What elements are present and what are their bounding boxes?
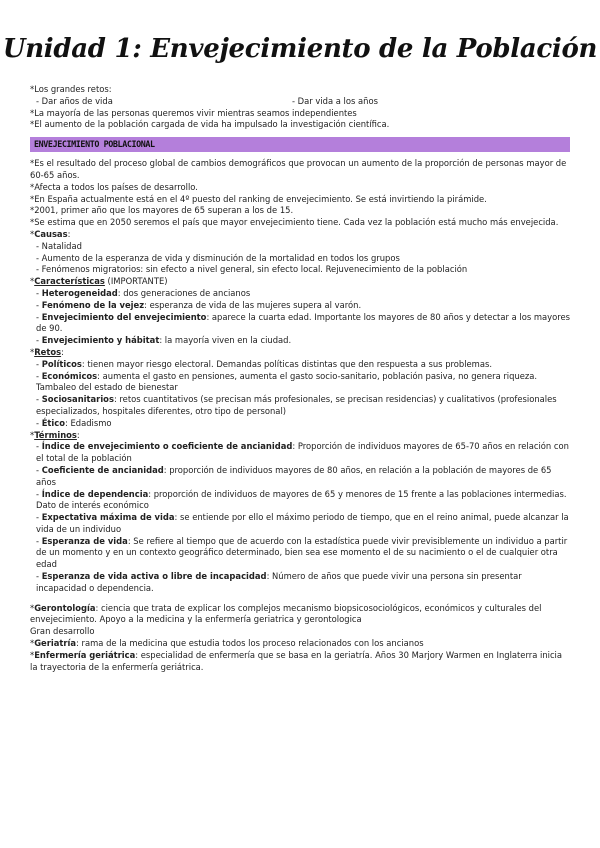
- term: Esperanza de vida activa o libre de incapacidad: [41, 571, 267, 582]
- list-item: - Sociosanitarios: retos cuantitativos (se precisan más profesionales, se precisan residencias) y cualitativos (profesionales especializados, hospitales diferentes, otro tipo de personal): [36, 394, 557, 416]
- definition: : ciencia que trata de explicar los complejos mecanismo biopsicosociológicos, económicos y culturales del envejecimiento. Apoyo a la medicina y la enfermería geriatrica y gerontologica: [30, 602, 542, 625]
- section-banner: ENVEJECIMIENTO POBLACIONAL: [30, 137, 570, 152]
- term: Gerontología: [34, 602, 96, 613]
- definition: : proporción de individuos mayores de 80 años, en relación a la población de mayores de 65 años: [36, 464, 552, 487]
- definition: : retos cuantitativos (se precisan más profesionales, se precisan residencias) y cualitativos (profesionales especializados, hospitales diferentes, otro tipo de personal): [36, 394, 557, 416]
- definition: : aparece la cuarta edad. Importante los mayores de 80 años y detectar a los mayores de 90.: [36, 311, 570, 334]
- definition: : Proporción de individuos mayores de 65-70 años en relación con el total de la población: [36, 441, 569, 464]
- document-body: [30, 84, 570, 673]
- list-item: - Ético: Edadismo: [36, 417, 112, 428]
- definition: : tienen mayor riesgo electoral. Demandas políticas distintas que den respuesta a sus problemas.: [81, 358, 492, 369]
- definition: : dos generaciones de ancianos: [117, 287, 251, 298]
- term: Políticos: [41, 358, 82, 369]
- retos-label: Retos: [34, 346, 62, 357]
- reto-item: - Dar años de vida: [36, 95, 113, 106]
- list-item: - Fenómenos migratorios: sin efecto a nivel general, sin efecto local. Rejuvenecimiento de la población: [36, 264, 468, 275]
- term: Geriatría: [34, 638, 77, 649]
- paragraph: *Gerontología: ciencia que trata de explicar los complejos mecanismo biopsicosociológicos, económicos y culturales del envejecimiento. Apoyo a la medicina y la enfermería geriatrica y gerontologica: [30, 602, 542, 625]
- term: Envejecimiento y hábitat: [41, 335, 160, 346]
- list-item: - Índice de dependencia: proporción de individuos de mayores de 65 y menores de 15 frente a las poblaciones intermedias. Dato de interés económico: [36, 488, 567, 511]
- causas-heading: *Causas:: [30, 228, 71, 239]
- list-item: - Fenómeno de la vejez: esperanza de vida de las mujeres supera al varón.: [36, 299, 362, 310]
- retos-heading: *Los grandes retos:: [30, 84, 112, 94]
- term: Expectativa máxima de vida: [41, 512, 175, 523]
- list-item: - Índice de envejecimiento o coeficiente de ancianidad: Proporción de individuos mayores de 65-70 años en relación con el total de la población: [36, 441, 569, 464]
- paragraph: *2001, primer año que los mayores de 65 superan a los de 15.: [30, 205, 294, 216]
- definition: : Edadismo: [65, 417, 112, 428]
- retos-section-heading: *Retos:: [30, 346, 64, 357]
- list-item: - Expectativa máxima de vida: se entiende por ello el máximo periodo de tiempo, que en el reino animal, puede alcanzar la vida de un individuo: [36, 512, 569, 534]
- definition: : rama de la medicina que estudia todos los proceso relacionados con los ancianos: [76, 638, 424, 649]
- paragraph: *Geriatría: rama de la medicina que estudia todos los proceso relacionados con los ancianos: [30, 638, 424, 649]
- definition: : la mayoría viven en la ciudad.: [159, 335, 292, 346]
- caracteristicas-heading: *Características (IMPORTANTE): [30, 276, 168, 287]
- paragraph: *Afecta a todos los países de desarrollo.: [30, 181, 198, 192]
- term: Envejecimiento del envejecimiento: [41, 311, 207, 322]
- list-item: - Coeficiente de ancianidad: proporción de individuos mayores de 80 años, en relación a la población de mayores de 65 años: [36, 464, 552, 487]
- definition: : Se refiere al tiempo que de acuerdo con la estadística puede vivir previsiblemente un individuo a partir de un momento y en un contexto geográfico determinado, bien sea ese momento el de su nacimiento o el de cualquier otra edad: [36, 535, 568, 570]
- list-item: - Envejecimiento del envejecimiento: aparece la cuarta edad. Importante los mayores de 80 años y detectar a los mayores de 90.: [36, 311, 570, 334]
- definition: : especialidad de enfermería que se basa en la geriatría. Años 30 Marjory Warmen en Inglaterra inicia la trayectoria de la enfermería geriátrica.: [30, 649, 563, 672]
- list-item: - Natalidad: [36, 240, 82, 251]
- list-item: - Esperanza de vida: Se refiere al tiempo que de acuerdo con la estadística puede vivir previsiblemente un individuo a partir de un momento y en un contexto geográfico determinado, bien sea ese momento el de su nacimiento o el de cualquier otra edad: [36, 535, 568, 570]
- paragraph: Gran desarrollo: [30, 626, 95, 637]
- definition: : aumenta el gasto en pensiones, aumenta el gasto socio-sanitario, población pasiva, no genera riqueza. Tambaleo del estado de bienestar: [36, 370, 538, 393]
- definition: : Número de años que puede vivir una persona sin presentar incapacidad o dependencia.: [36, 571, 522, 593]
- terminos-label: Términos: [34, 429, 77, 440]
- term: Ético: [41, 417, 66, 428]
- paragraph: *Es el resultado del proceso global de cambios demográficos que provocan un aumento de la proporción de personas mayor de 60-65 años.: [30, 158, 567, 180]
- list-item: - Heterogeneidad: dos generaciones de ancianos: [36, 287, 251, 298]
- terminos-heading: *Términos:: [30, 429, 80, 440]
- term: Índice de dependencia: [41, 488, 149, 499]
- term: Heterogeneidad: [41, 287, 118, 298]
- page-title: Unidad 1: Envejecimiento de la Población: [2, 34, 598, 64]
- term: Sociosanitarios: [41, 394, 114, 405]
- list-item: - Envejecimiento y hábitat: la mayoría viven en la ciudad.: [36, 335, 292, 346]
- list-item: - Económicos: aumenta el gasto en pensiones, aumenta el gasto socio-sanitario, población pasiva, no genera riqueza. Tambaleo del estado de bienestar: [36, 370, 538, 393]
- paragraph: *Se estima que en 2050 seremos el país que mayor envejecimiento tiene. Cada vez la población está mucho más envejecida.: [30, 217, 559, 228]
- term: Enfermería geriátrica: [34, 649, 136, 660]
- paragraph: *Enfermería geriátrica: especialidad de enfermería que se basa en la geriatría. Años 30 Marjory Warmen en Inglaterra inicia la trayectoria de la enfermería geriátrica.: [30, 649, 563, 672]
- term: Esperanza de vida: [41, 535, 128, 546]
- definition: : proporción de individuos de mayores de 65 y menores de 15 frente a las poblaciones intermedias. Dato de interés económico: [36, 488, 567, 511]
- intro-line: *El aumento de la población cargada de vida ha impulsado la investigación científica.: [30, 119, 390, 130]
- list-item: - Esperanza de vida activa o libre de incapacidad: Número de años que puede vivir una persona sin presentar incapacidad o dependencia.: [36, 571, 522, 593]
- list-item: - Políticos: tienen mayor riesgo electoral. Demandas políticas distintas que den respuesta a sus problemas.: [36, 358, 492, 369]
- definition: : esperanza de vida de las mujeres supera al varón.: [144, 299, 362, 310]
- intro-line: *La mayoría de las personas queremos vivir mientras seamos independientes: [30, 107, 357, 118]
- term: Económicos: [41, 370, 98, 381]
- definition: : se entiende por ello el máximo periodo de tiempo, que en el reino animal, puede alcanzar la vida de un individuo: [36, 512, 569, 534]
- caracteristicas-note: (IMPORTANTE): [104, 276, 168, 287]
- caracteristicas-label: Características: [34, 276, 105, 287]
- spacer: [30, 595, 570, 603]
- retos-row: [30, 96, 570, 108]
- list-item: - Aumento de la esperanza de vida y disminución de la mortalidad en todos los grupos: [36, 252, 400, 263]
- paragraph: *En España actualmente está en el 4º puesto del ranking de envejecimiento. Se está invirtiendo la pirámide.: [30, 193, 487, 204]
- term: Coeficiente de ancianidad: [41, 464, 164, 475]
- term: Índice de envejecimiento o coeficiente de ancianidad: [41, 441, 293, 452]
- reto-item: - Dar vida a los años: [292, 95, 378, 106]
- term: Fenómeno de la vejez: [41, 299, 145, 310]
- causas-label: Causas: [34, 228, 68, 239]
